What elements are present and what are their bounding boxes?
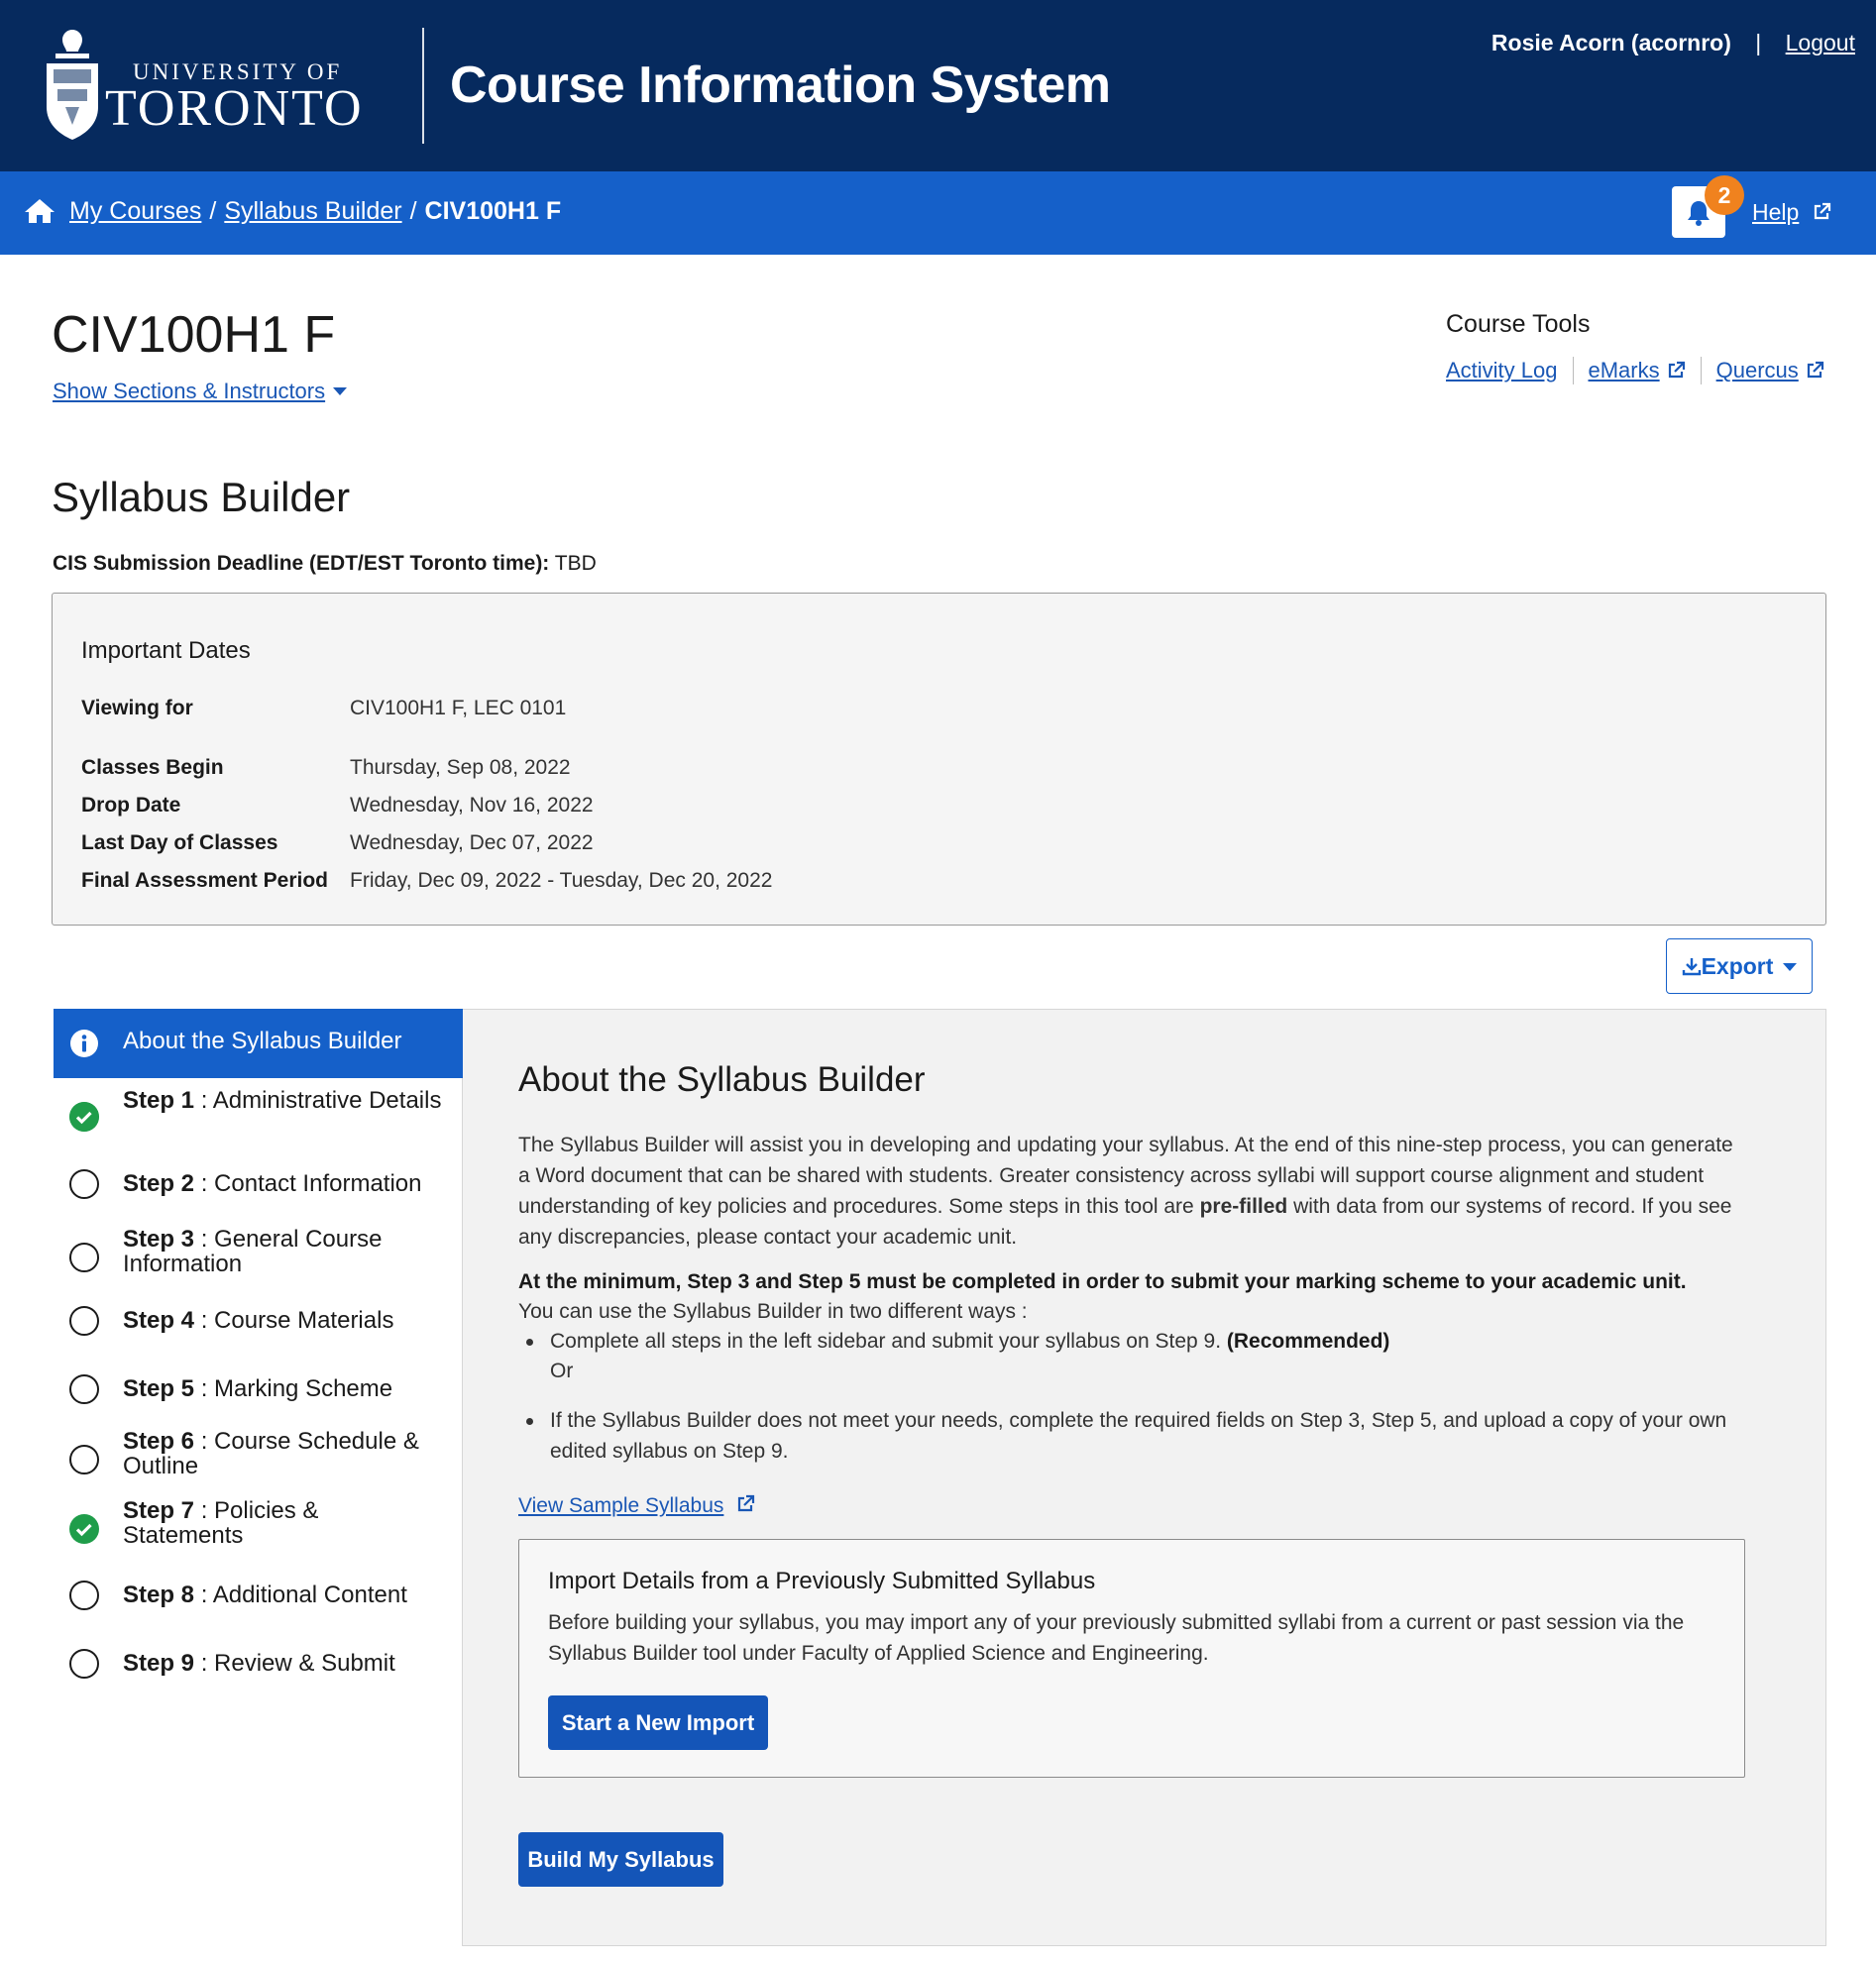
- list-item: [550, 1326, 1739, 1357]
- minimum-requirement-note: At the minimum, Step 3 and Step 5 must be completed in order to submit your marking scheme to your academic unit.: [518, 1270, 1687, 1293]
- sidebar-item-label: [123, 1171, 450, 1196]
- sidebar-item-step-6[interactable]: [54, 1428, 463, 1489]
- step-title: Marking Scheme: [214, 1375, 393, 1402]
- show-sections-link[interactable]: Show Sections & Instructors: [53, 379, 326, 403]
- university-logo[interactable]: [44, 28, 364, 142]
- deadline-value: TBD: [554, 552, 597, 575]
- course-code-heading: CIV100H1 F: [52, 306, 336, 364]
- usage-intro: You can use the Syllabus Builder in two different ways :: [518, 1300, 1028, 1323]
- intro-text: The Syllabus Builder will assist you in developing and updating your syllabus. At the end of this nine-step process, you can generate a Word document that can be shared with students. Greater consistency across syllabi will support course alignment and student understanding of key policies and procedures. Some steps in this tool are: [518, 1134, 1733, 1218]
- step-number: Step 5: [123, 1375, 195, 1402]
- step-number: Step 6: [123, 1428, 195, 1455]
- step-separator: :: [194, 1428, 215, 1455]
- user-area: [1491, 30, 1855, 56]
- breadcrumb: [69, 197, 561, 226]
- import-panel: [518, 1539, 1745, 1778]
- incomplete-circle-icon: [69, 1649, 99, 1679]
- import-title: Import Details from a Previously Submitted Syllabus: [548, 1568, 1096, 1594]
- content-title: About the Syllabus Builder: [518, 1060, 926, 1099]
- incomplete-circle-icon: [69, 1374, 99, 1404]
- sidebar-item-about[interactable]: [54, 1009, 463, 1078]
- help-link[interactable]: Help: [1752, 199, 1800, 225]
- sidebar-item-label: [123, 1583, 450, 1607]
- page-title: Syllabus Builder: [52, 474, 351, 520]
- divider: [1701, 357, 1702, 384]
- step-separator: :: [194, 1497, 215, 1524]
- sidebar-item-step-8[interactable]: [54, 1566, 463, 1625]
- step-number: Step 2: [123, 1170, 195, 1197]
- app-title: Course Information System: [450, 56, 1111, 114]
- submission-deadline: [53, 552, 597, 576]
- caret-down-icon: [1783, 963, 1797, 971]
- user-separator: |: [1755, 30, 1762, 55]
- deadline-label: CIS Submission Deadline (EDT/EST Toronto time):: [53, 552, 550, 575]
- step-title: Contact Information: [214, 1170, 422, 1197]
- date-value: Friday, Dec 09, 2022 - Tuesday, Dec 20, 2022: [350, 869, 773, 892]
- date-value: Wednesday, Nov 16, 2022: [350, 794, 594, 817]
- bullet: [526, 1339, 533, 1346]
- step-number: Step 4: [123, 1307, 195, 1334]
- step-separator: :: [194, 1087, 213, 1114]
- bullet-text: Complete all steps in the left sidebar and submit your syllabus on Step 9.: [550, 1330, 1222, 1353]
- step-number: Step 3: [123, 1226, 195, 1253]
- date-label: Last Day of Classes: [81, 831, 278, 854]
- divider: [1573, 357, 1574, 384]
- date-row: [81, 697, 566, 720]
- info-icon: [69, 1029, 99, 1058]
- home-icon[interactable]: [24, 197, 55, 225]
- date-value: CIV100H1 F, LEC 0101: [350, 697, 567, 719]
- export-label: Export: [1701, 952, 1774, 979]
- step-number: Step 8: [123, 1582, 195, 1608]
- view-sample-syllabus-link[interactable]: View Sample Syllabus: [518, 1494, 724, 1517]
- help-link-wrapper: [1752, 199, 1831, 226]
- show-sections-toggle[interactable]: [53, 379, 347, 404]
- course-tools-links: [1446, 357, 1824, 384]
- breadcrumb-my-courses[interactable]: My Courses: [69, 197, 202, 225]
- check-icon: [69, 1102, 99, 1132]
- caret-down-icon: [333, 387, 347, 395]
- external-link-icon: [1666, 361, 1686, 381]
- sample-syllabus-link-wrapper: [518, 1494, 755, 1518]
- sidebar-item-step-7[interactable]: [54, 1497, 463, 1559]
- step-title: Administrative Details: [212, 1087, 442, 1114]
- breadcrumb-bar: [0, 171, 1876, 255]
- notification-count-badge: 2: [1705, 175, 1744, 215]
- incomplete-circle-icon: [69, 1581, 99, 1610]
- step-separator: :: [194, 1582, 213, 1608]
- logo-toronto-text: TORONTO: [105, 80, 364, 137]
- breadcrumb-current: CIV100H1 F: [424, 197, 562, 225]
- date-row: [81, 794, 594, 818]
- start-new-import-button[interactable]: Start a New Import: [548, 1695, 768, 1750]
- date-label: Drop Date: [81, 794, 181, 817]
- important-dates-panel: [52, 593, 1826, 926]
- course-tools-title: Course Tools: [1446, 310, 1591, 338]
- step-title: Policies & Statements: [123, 1497, 319, 1549]
- import-description: Before building your syllabus, you may import any of your previously submitted syllabi from a current or past session via the Syllabus Builder tool under Faculty of Applied Science and Engineering.: [548, 1611, 1685, 1665]
- date-label: Viewing for: [81, 697, 193, 719]
- breadcrumb-separator: /: [209, 197, 217, 225]
- step-separator: :: [194, 1375, 215, 1402]
- date-value: Wednesday, Dec 07, 2022: [350, 831, 594, 854]
- external-link-icon: [1805, 361, 1824, 381]
- external-link-icon: [1812, 202, 1831, 222]
- breadcrumb-separator: /: [409, 197, 417, 225]
- sidebar-item-step-2[interactable]: [54, 1155, 463, 1215]
- emarks-link[interactable]: eMarks: [1588, 358, 1660, 382]
- list-item: [550, 1405, 1739, 1467]
- date-row: [81, 831, 594, 855]
- incomplete-circle-icon: [69, 1445, 99, 1474]
- sidebar-item-label: [123, 1498, 381, 1548]
- date-value: Thursday, Sep 08, 2022: [350, 756, 571, 779]
- step-title: Additional Content: [212, 1582, 407, 1608]
- quercus-link[interactable]: Quercus: [1715, 358, 1799, 382]
- important-dates-title: Important Dates: [81, 637, 251, 664]
- step-number: Step 1: [123, 1087, 195, 1114]
- or-label: Or: [550, 1360, 574, 1382]
- step-separator: :: [194, 1650, 215, 1677]
- sidebar-item-label: [123, 1429, 430, 1478]
- top-header: [0, 0, 1876, 171]
- steps-sidebar: [54, 1009, 463, 1946]
- incomplete-circle-icon: [69, 1169, 99, 1199]
- logout-link[interactable]: Logout: [1785, 30, 1855, 55]
- export-button[interactable]: [1666, 938, 1813, 994]
- step-separator: :: [194, 1170, 215, 1197]
- activity-log-link[interactable]: Activity Log: [1446, 358, 1558, 382]
- incomplete-circle-icon: [69, 1306, 99, 1336]
- intro-bold-text: pre-filled: [1199, 1195, 1288, 1218]
- step-number: Step 7: [123, 1497, 195, 1524]
- sidebar-item-label: [123, 1227, 430, 1276]
- breadcrumb-syllabus-builder[interactable]: Syllabus Builder: [224, 197, 402, 225]
- step-separator: :: [194, 1307, 215, 1334]
- header-divider: [422, 28, 424, 144]
- check-icon: [69, 1514, 99, 1544]
- user-name: Rosie Acorn (acornro): [1490, 30, 1731, 55]
- download-icon: [1682, 956, 1702, 976]
- sidebar-item-step-4[interactable]: [54, 1291, 463, 1351]
- step-number: Step 9: [123, 1650, 195, 1677]
- date-label: Final Assessment Period: [81, 869, 328, 892]
- intro-text: with data from our systems of record. If you see any discrepancies, please contact your academic unit.: [518, 1195, 1732, 1249]
- date-row: [81, 756, 571, 780]
- step-title: General Course Information: [123, 1226, 383, 1277]
- logo-university-text: UNIVERSITY OF: [133, 59, 343, 84]
- recommended-label: (Recommended): [1226, 1330, 1390, 1353]
- sidebar-item-step-1[interactable]: [54, 1086, 463, 1147]
- bullet: [526, 1418, 533, 1425]
- date-label: Classes Begin: [81, 756, 224, 779]
- sidebar-item-label: [123, 1651, 450, 1676]
- crest-icon: [44, 28, 101, 142]
- external-link-icon: [735, 1494, 755, 1514]
- incomplete-circle-icon: [69, 1243, 99, 1272]
- step-title: Course Materials: [214, 1307, 394, 1334]
- build-my-syllabus-button[interactable]: Build My Syllabus: [518, 1832, 723, 1887]
- intro-paragraph: [518, 1130, 1747, 1253]
- sidebar-item-label: [123, 1308, 450, 1333]
- step-title: Review & Submit: [214, 1650, 395, 1677]
- sidebar-item-label: About the Syllabus Builder: [123, 1028, 402, 1054]
- date-row: [81, 869, 772, 893]
- step-title: Course Schedule & Outline: [123, 1428, 419, 1479]
- sidebar-item-step-9[interactable]: [54, 1634, 463, 1693]
- step-separator: :: [194, 1226, 215, 1253]
- sidebar-item-label: [123, 1376, 450, 1401]
- sidebar-item-step-3[interactable]: [54, 1225, 463, 1284]
- sidebar-item-step-5[interactable]: [54, 1360, 463, 1419]
- sidebar-item-label: [123, 1088, 450, 1113]
- bullet-text: If the Syllabus Builder does not meet your needs, complete the required fields on Step 3, Step 5, and upload a copy of your own edited syllabus on Step 9.: [550, 1409, 1727, 1463]
